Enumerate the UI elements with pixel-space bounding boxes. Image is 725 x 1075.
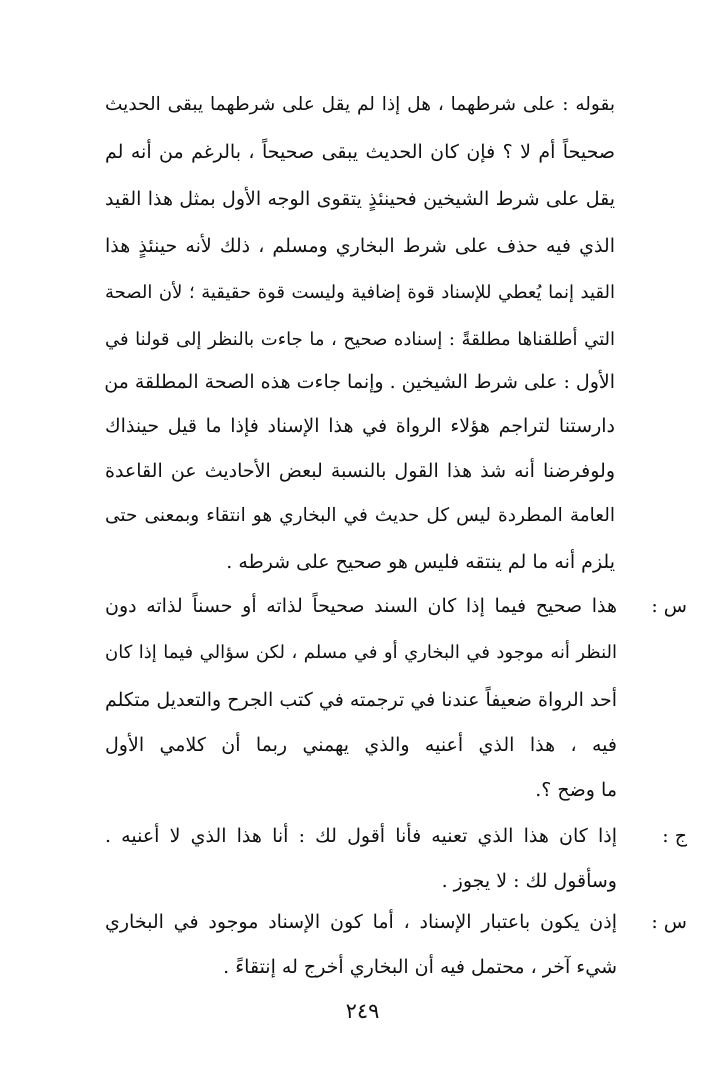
speaker-marker: س : — [651, 911, 687, 933]
qa-line: أحد الرواة ضعيفاً عندنا في ترجمته في كتب الجرح والتعديل متكلم — [105, 689, 617, 711]
paragraph-line: التي أطلقناها مطلقةً : إسناده صحيح ، ما جاءت بالنظر إلى قولنا في — [105, 329, 615, 350]
qa-line: ما وضح ؟. — [535, 779, 617, 801]
page-number: ٢٤٩ — [345, 999, 380, 1023]
speaker-marker: س : — [651, 595, 687, 617]
qa-line: النظر أنه موجود في البخاري أو في مسلم ، لكن سؤالي فيما إذا كان — [105, 642, 617, 663]
paragraph-line: دارستنا لتراجم هؤلاء الرواة في هذا الإسناد فإذا ما قيل حينذاك — [105, 415, 615, 437]
qa-line: وسأقول لك : لا يجوز . — [441, 870, 617, 892]
speaker-marker: ج : — [662, 825, 687, 847]
paragraph-line: صحيحاً أم لا ؟ فإن كان الحديث يبقى صحيحاً ، بالرغم من أنه لم — [105, 141, 615, 163]
qa-line: فيه ، هذا الذي أعنيه والذي يهمني ربما أن كلامي الأول — [105, 734, 617, 756]
qa-line: إذا كان هذا الذي تعنيه فأنا أقول لك : أنا هذا الذي لا أعنيه . — [105, 825, 617, 847]
qa-line: إذن يكون باعتبار الإسناد ، أما كون الإسناد موجود في البخاري — [105, 911, 617, 933]
paragraph-line: يلزم أنه ما لم ينتقه فليس هو صحيح على شرطه . — [226, 551, 615, 573]
paragraph-line: الذي فيه حذف على شرط البخاري ومسلم ، ذلك لأنه حينئذٍ هذا — [105, 235, 615, 257]
qa-line: هذا صحيح فيما إذا كان السند صحيحاً لذاته أو حسناً لذاته دون — [105, 595, 617, 617]
paragraph-line: القيد إنما يُعطي للإسناد قوة إضافية وليست قوة حقيقية ؛ لأن الصحة — [105, 282, 615, 303]
paragraph-line: يقل على شرط الشيخين فحينئذٍ يتقوى الوجه الأول بمثل هذا القيد — [105, 188, 615, 210]
qa-line: شيء آخر ، محتمل فيه أن البخاري أخرج له إنتقاءً . — [223, 956, 617, 978]
paragraph-line: بقوله : على شرطهما ، هل إذا لم يقل على شرطهما يبقى الحديث — [105, 94, 615, 115]
paragraph-line: ولوفرضنا أنه شذ هذا القول بالنسبة لبعض الأحاديث عن القاعدة — [105, 460, 615, 482]
paragraph-line: الأول : على شرط الشيخين . وإنما جاءت هذه الصحة المطلقة من — [104, 371, 615, 393]
paragraph-line: العامة المطردة ليس كل حديث في البخاري هو انتقاء وبمعنى حتى — [105, 505, 615, 526]
